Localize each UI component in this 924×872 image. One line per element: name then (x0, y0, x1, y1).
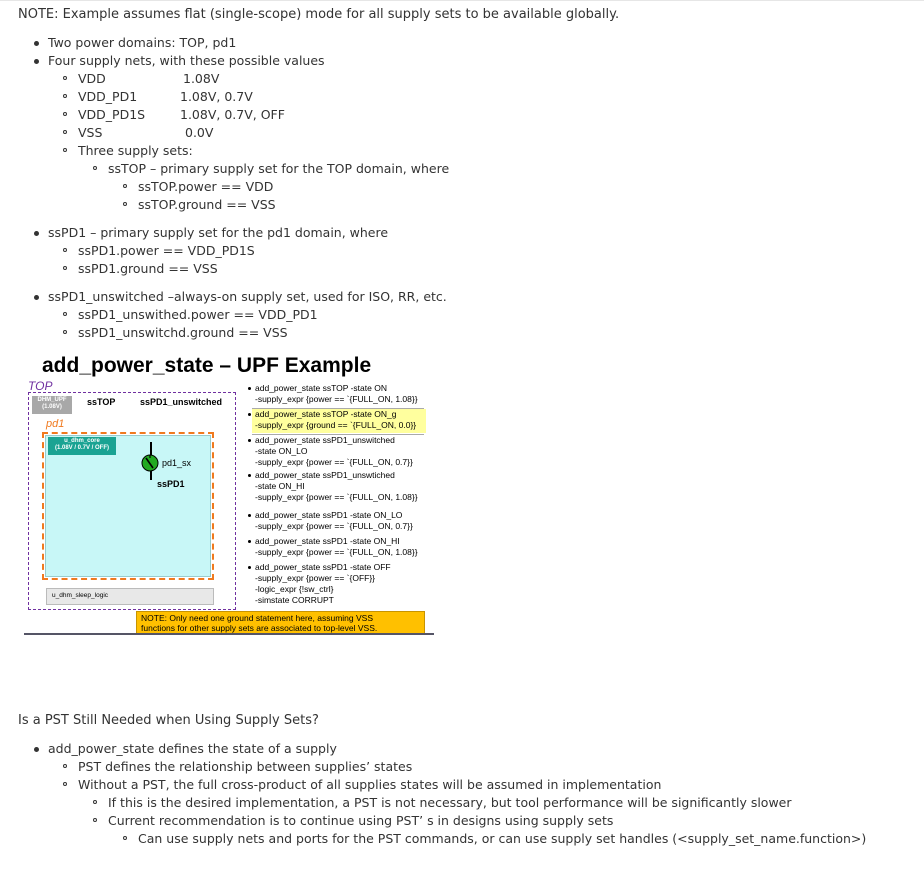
sstop-power-text: ssTOP.power == VDD (138, 179, 274, 194)
bullet (248, 566, 251, 569)
code-line: add_power_state ssPD1_unswtiched (255, 470, 395, 480)
sub-bullet (63, 76, 67, 80)
sub-bullet (63, 782, 67, 786)
bullet (34, 59, 39, 64)
dhm-upf-tag-voltage: (1.08V) (42, 404, 62, 410)
slide-note-line: NOTE: Only need one ground statement here, assuming VSS (141, 613, 373, 623)
code-line: add_power_state ssPD1 -state OFF (255, 562, 391, 572)
bullet (248, 439, 251, 442)
sub-bullet (63, 266, 67, 270)
switch-label: pd1_sx (162, 458, 192, 468)
pst-l1: add_power_state defines the state of a supply (48, 741, 337, 756)
dhm-sleep-logic-block (46, 588, 214, 605)
code-line: -state ON_HI (255, 481, 305, 491)
net-values: 0.0V (185, 125, 214, 140)
sstop-ground-text: ssTOP.ground == VSS (138, 197, 276, 212)
net-values: 1.08V, 0.7V (180, 89, 253, 104)
code-line: add_power_state ssTOP -state ON_g (255, 409, 397, 419)
unsw-power-text: ssPD1_unswithed.power == VDD_PD1 (78, 307, 318, 322)
sspd1-power-text: ssPD1.power == VDD_PD1S (78, 243, 255, 258)
slide-title: add_power_state – UPF Example (42, 354, 372, 377)
net-name: VSS (78, 125, 103, 140)
sspd1-label: ssPD1 (157, 479, 185, 489)
unsw-ground-text: ssPD1_unswitchd.ground == VSS (78, 325, 288, 340)
code-line: -state ON_LO (255, 446, 308, 456)
code-line: add_power_state ssPD1 -state ON_LO (255, 510, 403, 520)
pst-l4: Can use supply nets and ports for the PST commands, or can use supply set handles (<supply_set_name.function>) (138, 831, 867, 846)
sspd1-text: ssPD1 – primary supply set for the pd1 domain, where (48, 225, 389, 240)
power-switch-icon (141, 454, 159, 477)
net-name: VDD_PD1 (78, 89, 138, 104)
bullet (248, 514, 251, 517)
net-values: 1.08V (183, 71, 220, 86)
sub-bullet (123, 202, 127, 206)
bullet (34, 295, 39, 300)
slide-note-line: functions for other supply sets are associated to top-level VSS. (141, 623, 378, 633)
sub-bullet (63, 130, 67, 134)
net-values: 1.08V, 0.7V, OFF (180, 107, 285, 122)
nets-intro-text: Four supply nets, with these possible values (48, 53, 325, 68)
code-line: -supply_expr {power == `{OFF}} (255, 573, 376, 583)
bullet (248, 387, 251, 390)
sets-intro-text: Three supply sets: (78, 143, 193, 158)
sub-bullet (63, 764, 67, 768)
code-line: add_power_state ssTOP -state ON (255, 383, 387, 393)
dhm-upf-tag-label: DHM_UPF (37, 397, 67, 403)
sub-bullet (93, 166, 97, 170)
sub-bullet (63, 148, 67, 152)
unswitched-label: ssPD1_unswitched (140, 397, 223, 407)
note-text: NOTE: Example assumes flat (single-scope) mode for all supply sets to be available globally. (18, 7, 620, 22)
top-divider (0, 0, 924, 1)
pst-l3a: If this is the desired implementation, a PST is not necessary, but tool performance will be significantly slower (108, 795, 792, 810)
bullet (34, 231, 39, 236)
slide-note-box (136, 611, 425, 634)
code-line: -supply_expr {power == `{FULL_ON, 0.7}} (255, 457, 413, 467)
dhm-core-tag (48, 437, 116, 455)
dhm-core-tag-voltage: (1.08V / 0.7V / OFF) (54, 445, 110, 451)
sub-bullet (63, 112, 67, 116)
net-name: VDD_PD1S (78, 107, 146, 122)
code-line: add_power_state ssPD1_unswitched (255, 435, 395, 445)
dhm-upf-tag (32, 396, 72, 414)
sstop-label: ssTOP (87, 397, 116, 407)
code-line: -supply_expr {power == `{FULL_ON, 0.7}} (255, 521, 413, 531)
domains-text: Two power domains: TOP, pd1 (48, 35, 237, 50)
sub-bullet (123, 184, 127, 188)
pst-l2b: Without a PST, the full cross-product of all supplies states will be assumed in implementation (78, 777, 662, 792)
bullet (248, 413, 251, 416)
upf-example-slide (24, 350, 436, 640)
sub-bullet (93, 800, 97, 804)
code-line: add_power_state ssPD1 -state ON_HI (255, 536, 400, 546)
bullet (34, 747, 39, 752)
code-line: -simstate CORRUPT (255, 595, 334, 605)
dhm-core-tag-label: u_dhm_core (64, 438, 100, 444)
pst-heading: Is a PST Still Needed when Using Supply Sets? (18, 713, 319, 728)
sspd1-ground-text: ssPD1.ground == VSS (78, 261, 218, 276)
bullet (248, 474, 251, 477)
code-line: -supply_expr {ground == `{FULL_ON, 0.0}} (255, 420, 417, 430)
code-line: -supply_expr {power == `{FULL_ON, 1.08}} (255, 394, 418, 404)
sub-bullet (123, 836, 127, 840)
slide-bottom-rule (24, 633, 434, 635)
bullet (34, 41, 39, 46)
sstop-text: ssTOP – primary supply set for the TOP domain, where (108, 161, 450, 176)
sleep-logic-label: u_dhm_sleep_logic (52, 592, 109, 599)
net-name: VDD (78, 71, 106, 86)
code-line: -supply_expr {power == `{FULL_ON, 1.08}} (255, 547, 418, 557)
pst-l2a: PST defines the relationship between supplies’ states (78, 759, 413, 774)
pst-l3b: Current recommendation is to continue using PST’ s in designs using supply sets (108, 813, 614, 828)
sub-bullet (63, 312, 67, 316)
code-line: -logic_expr {!sw_ctrl} (255, 584, 334, 594)
sub-bullet (63, 248, 67, 252)
pd1-domain-label: pd1 (46, 418, 65, 430)
code-line: -supply_expr {power == `{FULL_ON, 1.08}} (255, 492, 418, 502)
top-domain-label: TOP (28, 379, 53, 393)
sub-bullet (63, 94, 67, 98)
bullet (248, 540, 251, 543)
sub-bullet (63, 330, 67, 334)
sub-bullet (93, 818, 97, 822)
unsw-text: ssPD1_unswitched –always-on supply set, used for ISO, RR, etc. (48, 289, 447, 304)
